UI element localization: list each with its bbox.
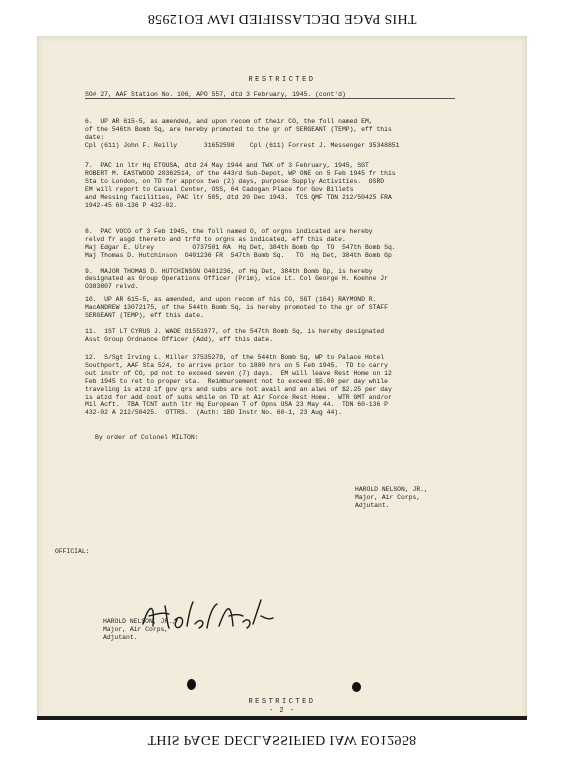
paragraph-10-11 [85, 296, 388, 343]
text-line: relvd fr asgd thereto and trfd to orgns as indicated, eff this date. [85, 235, 346, 243]
official-label: OFFICIAL: [55, 548, 90, 555]
text-line: 12. S/Sgt Irving L. Miller 37535279, of the 544th Bomb Sq, WP to Palace Hotel [85, 354, 385, 361]
text-line: Adjutant. [103, 633, 138, 641]
signature-block-left [103, 618, 176, 642]
text-line: Sta to London, on TD for approx two (2) days, purpose Supply Activities. OSRD [85, 177, 385, 185]
text-line: Maj Thomas D. Hutchinson O401236 FR 547th Bomb Sq. TO Hq Det, 384th Bomb Gp [85, 251, 392, 259]
text-line: HAROLD NELSON, JR., [103, 618, 176, 625]
page-bottom-edge [37, 716, 527, 720]
page-number: - 2 - [268, 707, 295, 715]
order-line: By order of Colonel MILTON: [95, 434, 199, 441]
text-line [85, 320, 388, 328]
document-page [37, 36, 527, 720]
paragraph-12 [85, 354, 392, 417]
ink-blot [352, 682, 361, 692]
classification-bottom: RESTRICTED [248, 698, 316, 706]
classification-top: RESTRICTED [248, 76, 316, 84]
text-line: out instr of CO, pd not to exceed seven (7) days. EM will leave Rest Home on 12 [85, 369, 392, 377]
declassified-banner-top: THIS PAGE DECLASSIFIED IAW EO12958 [147, 11, 417, 26]
text-line: 10. UP AR 615-5, as amended, and upon recom of his CO, SGT (164) RAYMOND R. [85, 296, 377, 303]
declassified-banner-bottom: THIS PAGE DECLASSIFIED IAW EO12958 [147, 732, 417, 747]
paragraph-8-9 [85, 228, 396, 291]
text-line: Asst Group Ordnance Officer (Add), eff this date. [85, 335, 273, 343]
paragraph-7 [85, 162, 396, 209]
text-line: MacANDREW 13072175, of the 544th Bomb Sq, is hereby promoted to the gr of STAFF [85, 303, 388, 311]
text-line: designated as Group Operations Officer (Prim), vice Lt. Col George H. Koehne Jr [85, 275, 388, 283]
text-line: Mil Acft. TBA TCNT auth ltr Hq European T of Opns USA 23 May 44. TDN 60-136 P [85, 401, 388, 409]
text-line: ROBERT M. EASTWOOD 20362514, of the 443rd Sub-Depot, WP ONE on 5 Feb 1945 fr this [85, 169, 396, 177]
text-line: and Messing facilities, PAC ltr 505, dtd 20 Dec 1943. TCS QMF TDN 212/50425 FRA [85, 193, 392, 201]
text-line: EM will report to Casual Center, OSS, 64 Cadogan Place for Gov Billets [85, 185, 354, 193]
text-line: 8. PAC VOCO of 3 Feb 1945, the foll named O, of orgns indicated are hereby [85, 228, 373, 235]
text-line: 9. MAJOR THOMAS D. HUTCHINSON O401236, of Hq Det, 384th Bomb Gp, is hereby [85, 267, 373, 275]
text-line: Major, Air Corps, [355, 493, 421, 501]
text-line: Southport, AAF Sta 524, to arrive prior to 1800 hrs on 5 Feb 1945. TD to carry [85, 361, 388, 369]
signature-block-right [355, 486, 428, 510]
text-line: 6. UP AR 615-5, as amended, and upon recom of their CO, the foll named EM, [85, 118, 373, 125]
paragraph-6 [85, 118, 399, 150]
text-line: of the 546th Bomb Sq, are hereby promoted to the gr of SERGEANT (TEMP), eff this [85, 125, 392, 133]
text-line: 1942-45 60-136 P 432-02. [85, 201, 178, 209]
text-line: O383807 relvd. [85, 283, 139, 291]
text-line: Adjutant. [355, 501, 390, 509]
ink-blot [187, 679, 196, 690]
text-line: HAROLD NELSON, JR., [355, 486, 428, 493]
text-line: traveling is atzd if gov qrs and subs are not avail and an alws of $2.25 per day [85, 385, 392, 393]
text-line: Major, Air Corps, [103, 625, 169, 633]
text-line: 7. PAC in ltr Hq ETOUSA, dtd 24 May 1944 and TWX of 3 February, 1945, SGT [85, 162, 369, 169]
text-line: date: [85, 133, 105, 141]
text-line: Feb 1945 to ret to proper sta. Reimbursement not to exceed $5.00 per day while [85, 377, 388, 385]
text-line: Maj Edgar E. Ulrey O737501 RA Hq Det, 384th Bomb Gp TO 547th Bomb Sq. [85, 243, 396, 251]
text-line: 432-02 A 212/50425. OTTRS. (Auth: 1BD Instr No. 60-1, 23 Aug 44). [85, 409, 342, 417]
heading-underline [85, 98, 455, 99]
text-line: Cpl (611) John F. Reilly 31652598 Cpl (611) Forrest J. Messenger 35348851 [85, 141, 400, 149]
text-line: SERGEANT (TEMP), eff this date. [85, 311, 204, 319]
text-line [85, 260, 396, 268]
text-line: is atzd for add cost of subs while on TD at Air Force Rest Home. WTR GMT and/or [85, 393, 392, 401]
text-line: 11. 1ST LT CYRUS J. WADE O1551977, of the 547th Bomb Sq, is hereby designated [85, 327, 385, 335]
order-heading: SO# 27, AAF Station No. 106, APO 557, dtd 3 February, 1945. (cont'd) [85, 91, 346, 98]
